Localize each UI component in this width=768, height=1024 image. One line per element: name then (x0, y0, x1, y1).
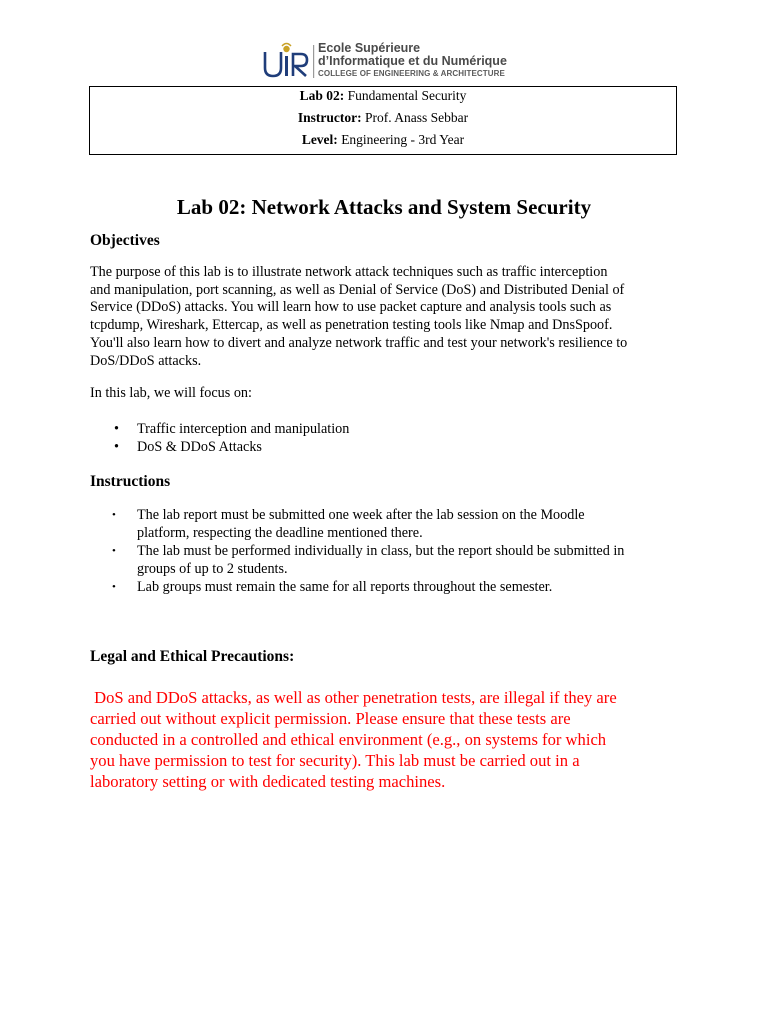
instruction-line: The lab must be performed individually in class, but the report should be submitted in (137, 543, 625, 559)
focus-list (90, 420, 690, 456)
logo-school-name: Ecole Supérieure (318, 41, 421, 55)
bullet-icon: • (114, 421, 119, 437)
focus-item-label: DoS & DDoS Attacks (137, 439, 262, 455)
lab-value: Fundamental Security (347, 88, 467, 103)
instructor-value: Prof. Anass Sebbar (365, 110, 469, 125)
course-info-box (89, 86, 677, 155)
instruction-line: groups of up to 2 students. (137, 561, 288, 577)
list-item (90, 438, 690, 456)
objectives-line: You'll also learn how to divert and analyze network traffic and test your network's resilience to (90, 334, 628, 351)
level-value: Engineering - 3rd Year (341, 132, 465, 147)
instruction-line: The lab report must be submitted one week after the lab session on the Moodle (137, 507, 585, 523)
instruction-line: platform, respecting the deadline mentioned there. (137, 525, 423, 541)
legal-heading: Legal and Ethical Precautions: (90, 648, 295, 665)
page-title: Lab 02: Network Attacks and System Security (176, 195, 592, 219)
objectives-line: Service (DDoS) attacks. You will learn how to use packet capture and analysis tools such as (90, 299, 612, 316)
instructions-list (90, 506, 690, 596)
instructor-row (90, 109, 676, 131)
objectives-paragraph (90, 264, 690, 370)
list-item (90, 506, 690, 542)
objectives-line: and manipulation, port scanning, as well as Denial of Service (DoS) and Distributed Denial of (90, 281, 625, 298)
focus-intro: In this lab, we will focus on: (90, 385, 252, 401)
bullet-icon: • (112, 545, 116, 557)
objectives-line: DoS/DDoS attacks. (90, 352, 202, 369)
list-item (90, 420, 690, 438)
objectives-line: tcpdump, Wireshark, Ettercap, as well as penetration testing tools like Nmap and DnsSpoof. (90, 317, 613, 334)
objectives-line: The purpose of this lab is to illustrate network attack techniques such as traffic interception (90, 264, 608, 280)
bullet-icon: • (114, 439, 119, 455)
logo-college-name: COLLEGE OF ENGINEERING & ARCHITECTURE (318, 69, 505, 78)
list-item (90, 578, 690, 596)
lab-label: Lab 02: (299, 88, 345, 103)
uir-logo-mark-icon (262, 42, 318, 80)
warning-line: you have permission to test for security). This lab must be carried out in a (90, 751, 580, 770)
objectives-heading: Objectives (90, 232, 160, 249)
warning-line: carried out without explicit permission. Please ensure that these tests are (90, 709, 571, 728)
level-label: Level: (301, 132, 338, 147)
focus-item-label: Traffic interception and manipulation (137, 421, 350, 437)
logo-school-subtitle: d’Informatique et du Numérique (318, 54, 507, 68)
bullet-icon: • (112, 509, 116, 521)
legal-warning (90, 687, 700, 792)
lab-row (90, 87, 676, 109)
school-logo (262, 42, 512, 80)
warning-line: conducted in a controlled and ethical environment (e.g., on systems for which (90, 730, 607, 749)
warning-line: laboratory setting or with dedicated testing machines. (90, 772, 446, 791)
list-item (90, 542, 690, 578)
logo-text (318, 42, 507, 79)
level-row (90, 131, 676, 153)
instruction-line: Lab groups must remain the same for all reports throughout the semester. (137, 579, 553, 595)
instructions-heading: Instructions (90, 473, 171, 490)
warning-line: DoS and DDoS attacks, as well as other penetration tests, are illegal if they are (90, 688, 617, 707)
bullet-icon: • (112, 581, 116, 593)
instructor-label: Instructor: (297, 110, 362, 125)
